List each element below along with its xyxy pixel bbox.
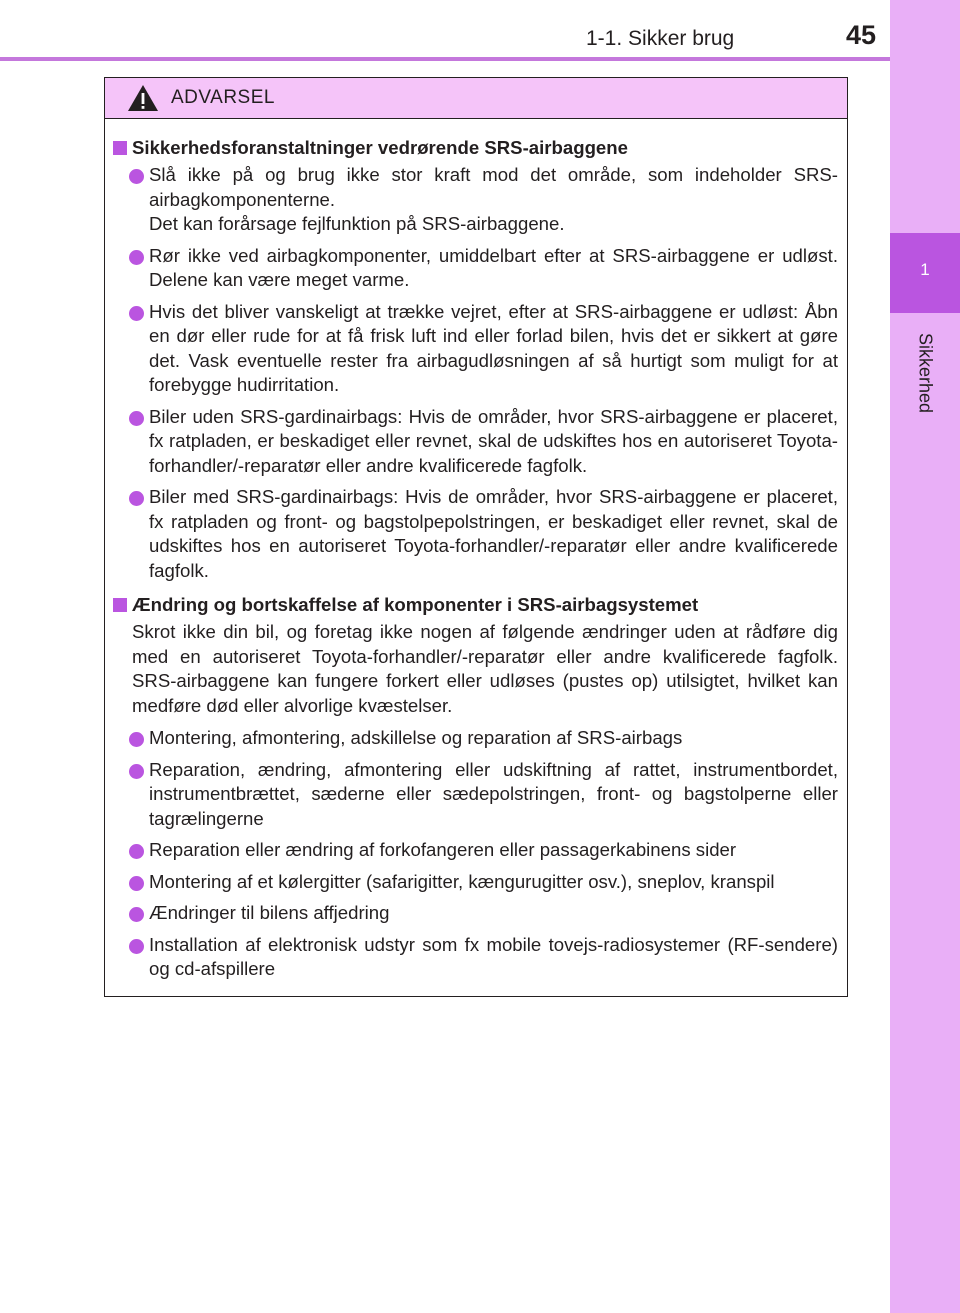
bullet-item	[113, 485, 838, 583]
section-heading-text: Ændring og bortskaffelse af komponenter i SRS-airbagsystemet	[132, 594, 699, 615]
bullet-item	[113, 405, 838, 479]
bullet-item	[113, 300, 838, 398]
circle-bullet-icon	[129, 169, 144, 184]
bullet-text: Biler med SRS-gardinairbags: Hvis de områder, hvor SRS-airbaggene er placeret, fx ratpladen og front- og bagstolpepolstringen, er beskadiget eller revnet, skal de udskiftes hos en autoriseret Toyota-forhandler/-reparatør eller andre kvalificerede fagfolk.	[149, 486, 838, 581]
header-rule	[0, 57, 890, 61]
warning-box	[104, 77, 848, 997]
bullet-item	[113, 163, 838, 237]
bullet-item	[113, 726, 838, 751]
section-heading-text: Sikkerhedsforanstaltninger vedrørende SRS-airbaggene	[132, 137, 628, 158]
bullet-item	[113, 838, 838, 863]
section-heading	[113, 135, 838, 161]
bullet-item	[113, 933, 838, 982]
circle-bullet-icon	[129, 939, 144, 954]
circle-bullet-icon	[129, 250, 144, 265]
bullet-text: Ændringer til bilens affjedring	[149, 902, 390, 923]
chapter-label: Sikkerhed	[915, 332, 936, 414]
circle-bullet-icon	[129, 764, 144, 779]
circle-bullet-icon	[129, 876, 144, 891]
bullet-text: Slå ikke på og brug ikke stor kraft mod det område, som indeholder SRS-airbagkomponenterne.	[149, 164, 838, 210]
section-intro: Skrot ikke din bil, og foretag ikke nogen af følgende ændringer uden at rådføre dig med en autoriseret Toyota-forhandler/-reparatør eller andre kvalificerede fagfolk. SRS-airbaggene kan fungere forkert eller udløses (pustes op) utilsigtet, hvilket kan medføre død eller alvorlige kvæstelser.	[132, 621, 838, 716]
section-heading	[113, 592, 838, 618]
circle-bullet-icon	[129, 491, 144, 506]
bullet-text: Hvis det bliver vanskeligt at trække vejret, efter at SRS-airbaggene er udløst: Åbn en dør eller rude for at få frisk luft ind eller forlad bilen, hvis det er sikkert at gøre det. Vask eventuelle rester fra airbagudløsningen af så hurtigt som muligt for at forebygge hudirritation.	[149, 300, 838, 395]
circle-bullet-icon	[129, 732, 144, 747]
warning-title: ADVARSEL	[171, 87, 275, 108]
side-tab	[890, 0, 960, 1313]
bullet-text: Rør ikke ved airbagkomponenter, umiddelbart efter at SRS-airbaggene er udløst. Delene kan være meget varme.	[149, 244, 838, 290]
chapter-number: 1	[920, 260, 930, 279]
bullet-text: Montering af et kølergitter (safarigitter, kængurugitter osv.), sneplov, kranspil	[149, 870, 775, 892]
square-bullet-icon	[113, 141, 127, 155]
circle-bullet-icon	[129, 907, 144, 922]
bullet-text: Reparation eller ændring af forkofangeren eller passagerkabinens sider	[149, 839, 737, 860]
warning-header	[105, 78, 847, 119]
bullet-text: Montering, afmontering, adskillelse og reparation af SRS-airbags	[149, 727, 683, 748]
circle-bullet-icon	[129, 411, 144, 426]
bullet-item	[113, 870, 838, 895]
circle-bullet-icon	[129, 306, 144, 321]
circle-bullet-icon	[129, 844, 144, 859]
bullet-text: Reparation, ændring, afmontering eller udskiftning af rattet, instrumentbordet, instrumentbrættet, sæderne eller sædepolstringen, front- og bagstolperne eller tagrælingerne	[149, 758, 838, 829]
bullet-text: Installation af elektronisk udstyr som fx mobile tovejs-radiosystemer (RF-sendere) og cd-afspillere	[149, 933, 838, 979]
bullet-text: Biler uden SRS-gardinairbags: Hvis de områder, hvor SRS-airbaggene er placeret, fx ratpladen, er beskadiget eller revnet, skal de udskiftes hos en autoriseret Toyota-forhandler/-reparatør eller andre kvalificerede fagfolk.	[149, 405, 838, 476]
warning-triangle-icon	[127, 84, 159, 112]
square-bullet-icon	[113, 598, 127, 612]
section-title: 1-1. Sikker brug	[586, 27, 735, 50]
bullet-item	[113, 901, 838, 926]
chapter-tab	[890, 233, 960, 313]
bullet-item	[113, 758, 838, 832]
bullet-note: Det kan forårsage fejlfunktion på SRS-airbaggene.	[149, 213, 565, 234]
bullet-item	[113, 244, 838, 293]
warning-body	[105, 119, 847, 982]
page-number: 45	[846, 20, 877, 50]
